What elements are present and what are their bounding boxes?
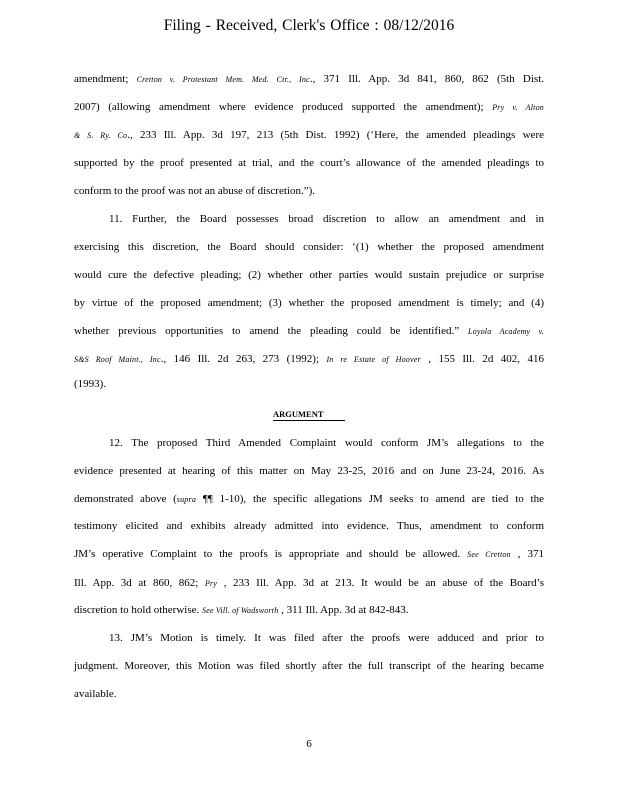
filing-stamp-header: Filing - Received, Clerk's Office : 08/12/2016 — [163, 17, 455, 34]
text-run: JM’s operative Complaint to the proofs is appropriate and should be allowed. — [74, 548, 468, 560]
case-citation: S&S Roof Maint., Inc — [74, 355, 161, 364]
text-line — [74, 269, 544, 281]
text-run: ., 371 Ill. App. 3d 841, 860, 862 (5th Dist. — [309, 73, 544, 85]
text-run: exercising this discretion, the Board should consider: ‘(1) whether the proposed amendment — [74, 241, 544, 253]
case-citation: supra — [176, 495, 197, 504]
section-heading: ARGUMENT — [273, 409, 324, 419]
page-number: 6 — [306, 738, 312, 750]
case-citation: Cretton v. Protestant Mem. Med. Ctr., Inc — [136, 75, 310, 84]
case-citation: See Vill. of Wadsworth — [202, 606, 279, 615]
text-run: would cure the defective pleading; (2) whether other parties would sustain prejudice or surprise — [74, 269, 544, 281]
text-line — [74, 73, 544, 86]
text-line — [74, 241, 544, 253]
text-line — [74, 157, 544, 169]
text-run: ., 233 Ill. App. 3d 197, 213 (5th Dist. 1992) (‘Here, the amended pleadings were — [127, 129, 544, 141]
text-line — [74, 493, 544, 506]
text-run: , 311 Ill. App. 3d at 842-843. — [278, 604, 409, 616]
text-run: demonstrated above ( — [74, 493, 177, 505]
text-run: testimony elicited and exhibits already admitted into evidence. Thus, amendment to conform — [74, 520, 544, 532]
text-line — [74, 101, 544, 114]
text-run: 12. The proposed Third Amended Complaint would conform JM’s allegations to the — [109, 437, 544, 449]
text-line — [74, 129, 544, 142]
text-line — [74, 577, 544, 590]
text-run: 13. JM’s Motion is timely. It was filed after the proofs were adduced and prior to — [109, 632, 544, 644]
text-run: (1993). — [74, 378, 107, 390]
text-line — [74, 548, 544, 561]
text-run: judgment. Moreover, this Motion was filed shortly after the full transcript of the hearing became — [74, 660, 544, 672]
text-run: conform to the proof was not an abuse of discretion.”). — [74, 185, 316, 197]
text-line — [74, 465, 544, 477]
text-run: , 233 Ill. App. 3d at 213. It would be an abuse of the Board’s — [217, 577, 544, 589]
heading-underline — [273, 420, 345, 421]
case-citation: In re Estate of Hoover — [326, 355, 421, 364]
text-line — [74, 660, 544, 672]
case-citation: Pry v. Alton — [492, 103, 544, 112]
text-run: evidence presented at hearing of this matter on May 23-25, 2016 and on June 23-24, 2016. As — [74, 465, 544, 477]
text-run: ¶¶ 1-10), the specific allegations JM seeks to amend are tied to the — [196, 493, 544, 505]
case-citation: & S. Ry. Co — [74, 131, 128, 140]
text-run: 2007) (allowing amendment where evidence produced supported the amendment); — [74, 101, 493, 113]
text-line — [74, 185, 544, 197]
text-line — [74, 325, 544, 338]
text-run: by virtue of the proposed amendment; (3) whether the proposed amendment is timely; and (4) — [74, 297, 544, 309]
text-run: whether previous opportunities to amend the pleading could be identified.” — [74, 325, 468, 337]
text-run: , 371 — [510, 548, 544, 560]
text-run: discretion to hold otherwise. — [74, 604, 203, 616]
case-citation: See Cretton — [467, 550, 511, 559]
text-run: amendment; — [74, 73, 137, 85]
text-line — [74, 297, 544, 309]
text-line — [74, 378, 544, 390]
text-line — [109, 632, 544, 644]
text-line — [74, 353, 544, 366]
case-citation: Pry — [204, 579, 218, 588]
text-line — [74, 604, 544, 617]
text-run: supported by the proof presented at trial, and the court’s allowance of the amended pleadings to — [74, 157, 544, 169]
text-line — [74, 520, 544, 532]
text-run: ., 146 Ill. 2d 263, 273 (1992); — [160, 353, 327, 365]
case-citation: Loyola Academy v. — [467, 327, 544, 336]
text-line — [109, 213, 544, 225]
text-run: available. — [74, 688, 117, 700]
text-run: Ill. App. 3d at 860, 862; — [74, 577, 205, 589]
text-run: 11. Further, the Board possesses broad discretion to allow an amendment and in — [109, 213, 544, 225]
text-run: , 155 Ill. 2d 402, 416 — [420, 353, 544, 365]
text-line — [74, 688, 544, 700]
text-line — [109, 437, 544, 449]
